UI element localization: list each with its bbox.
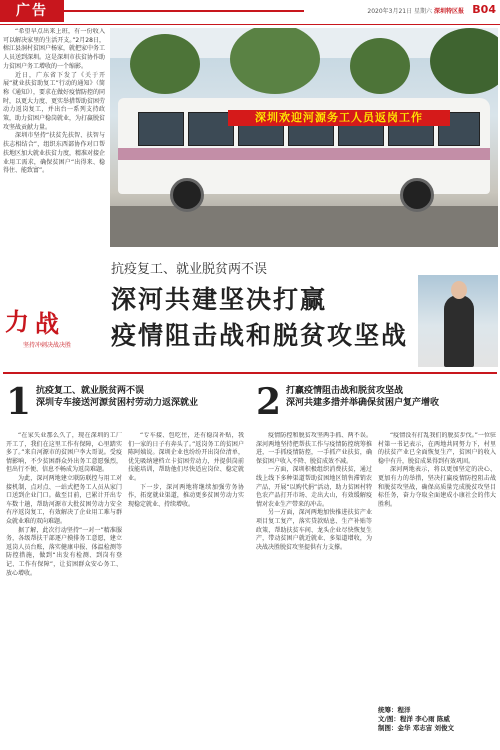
body-paragraph: 下一步，深河两地将继续加强劳务协作，拓宽就业渠道，推动更多贫困劳动力实现稳定就业、持续增收。 xyxy=(128,483,244,508)
section-number: 1 xyxy=(6,381,32,423)
bus-wheel xyxy=(400,178,434,212)
body-paragraph: 疫情防控和脱贫攻坚两手抓、两不误。深河两地坚持把帮扶工作与疫情防控统筹推进，一手抓疫情防控，一手抓产业扶贫，确保贫困户收入不降、脱贫成效不减。 xyxy=(256,432,372,465)
column-logo xyxy=(5,302,72,354)
credit-line: 统筹：程洋 xyxy=(378,706,411,714)
left-paragraph: “希望早点出来上班，有一份收入可以解决家里的生活开支。”2月28日，榕江县洞村贫困户杨家，就把家中务工人员送到深圳。这是深圳市扶贫协作助力贫困户务工增收的一个缩影。 xyxy=(3,28,105,70)
main-photo-bus xyxy=(110,28,498,247)
headline-line-1: 深河共建坚决打赢 xyxy=(111,285,328,314)
photo-tree xyxy=(350,38,410,94)
body-paragraph: 据了解，此次行动坚持“一对一”精准服务，各级帮扶干部逐户摸排务工意愿，建立返岗人员台账，落实健康申报、体温检测等防控措施，做到“出发有检测、到岗有登记、工作有保障”，让贫困群众安心务工、放心增收。 xyxy=(6,526,122,577)
body-paragraph: “在家失业那么久了，现在深圳的工厂开工了，我们在这里工作有保障，心里踏实多了。”来自河源市的贫困户李大哥说。受疫情影响，不少贫困群众外出务工意愿强烈，但出行不便、信息不畅成为返岗难题。 xyxy=(6,432,122,474)
edition-name: 深圳特区报 xyxy=(433,8,464,15)
headline-line-2: 疫情阻击战和脱贫攻坚战 xyxy=(111,321,409,350)
title-block xyxy=(3,258,413,370)
photo-tree xyxy=(430,28,498,94)
logo-subtext: 坚持冲刺决战决胜 xyxy=(23,342,72,349)
section-2-column-b xyxy=(378,432,496,702)
section-divider xyxy=(3,372,497,374)
credit-line: 制图：金华 邓志宙 刘俊文 xyxy=(378,724,455,732)
section-subtitle: 深河共建多措并举确保贫困户复产增收 xyxy=(286,398,440,408)
section-title: 打赢疫情阻击战和脱贫攻坚战 xyxy=(286,386,404,396)
section-1-column-b xyxy=(128,432,244,748)
photo-tree xyxy=(130,34,200,94)
inset-photo-worker xyxy=(418,275,498,367)
bus-stripe xyxy=(118,148,490,160)
section-2-column-a xyxy=(256,432,372,748)
section-1-column-a xyxy=(6,432,122,748)
headline-kicker: 抗疫复工、就业脱贫两不误 xyxy=(111,262,268,277)
issue-weekday: 星期六 xyxy=(414,8,433,15)
body-paragraph: “专车接、包吃住，还有稳岗补贴，我们一家的日子有奔头了。”返岗务工的贫困户陈阿姨说。深圳企业也纷纷开出岗位清单，优先吸纳建档立卡贫困劳动力，并提供岗前技能培训，帮助他们尽快适应岗位、稳定就业。 xyxy=(128,432,244,482)
bus-window xyxy=(138,112,184,146)
article-credits xyxy=(378,706,498,733)
bus-banner: 深圳欢迎河源务工人员返岗工作 xyxy=(228,110,450,126)
left-paragraph: 近日，广东省下发了《关于开展“就业扶贫助复工”行动的通知》（简称《通知》），要求在做好疫情防控的同时，以更大力度、更实举措帮助贫困劳动力返岗复工，并出台一系列支持政策，助力贫困户稳岗就业，为打赢脱贫攻坚战贡献力量。 xyxy=(3,71,105,131)
photo-ground xyxy=(110,206,498,247)
credit-line: 文/图：程洋 李心雨 陈威 xyxy=(378,715,450,723)
bus-wheel xyxy=(170,178,204,212)
body-paragraph: 深河两地表示，将以更加坚定的决心、更加有力的举措，坚决打赢疫情防控阻击战和脱贫攻坚战，确保高质量完成脱贫攻坚目标任务，奋力夺取全面建成小康社会的伟大胜利。 xyxy=(378,466,496,508)
photo-person-head xyxy=(451,281,467,299)
logo-char-2: 战 xyxy=(35,309,59,338)
photo-person xyxy=(444,295,474,367)
body-paragraph: 为此，深河两地建立联防联控与用工对接机制，点对点、一站式把务工人员从家门口送到企业门口。截至目前，已累计开出专车数十趟，帮助河源市大批贫困劳动力安全有序返岗复工，有效解决了企业用工难与群众就业难的双向难题。 xyxy=(6,474,122,525)
issue-date: 2020年3月21日 xyxy=(367,8,413,15)
photo-tree xyxy=(230,28,320,94)
body-paragraph: 一方面，深圳积极组织消费扶贫，通过线上线下多种渠道帮助贫困地区销售滞销农产品，开展“以购代捐”活动，助力贫困村特色农产品打开市场、走出大山，有效缓解疫情对农业生产带来的冲击。 xyxy=(256,466,372,508)
section-subtitle: 深圳专车接送河源贫困村劳动力返深就业 xyxy=(36,398,199,408)
logo-char-1: 力 xyxy=(5,307,29,336)
left-paragraph: 深圳市坚持“扶贫先扶智、扶智与扶志相结合”，组织东西部协作对口帮扶地区加大就业扶贫力度，精准对接企业用工需求，确保贫困户“出得来、稳得住、能致富”。 xyxy=(3,132,105,175)
body-paragraph: “疫情没有打乱我们的脱贫步伐。”一位驻村第一书记表示，在两地共同努力下，村里的扶贫产业已全面恢复生产，贫困户的收入稳中有升，脱贫成果得到有效巩固。 xyxy=(378,432,496,465)
section-title: 抗疫复工、就业脱贫两不误 xyxy=(36,386,145,396)
page-header xyxy=(0,0,500,25)
page-number: B04 xyxy=(472,3,496,16)
header-rule xyxy=(64,10,304,12)
section-number: 2 xyxy=(256,381,282,423)
body-paragraph: 另一方面，深河两地加快推进扶贫产业项目复工复产，落实贷款贴息、生产补贴等政策，帮助扶贫车间、龙头企业尽快恢复生产，带动贫困户就近就业、多渠道增收，为决战决胜脱贫攻坚提供有力支撑。 xyxy=(256,509,372,551)
section-tag: 广告 xyxy=(0,0,64,22)
header-meta xyxy=(367,6,464,15)
